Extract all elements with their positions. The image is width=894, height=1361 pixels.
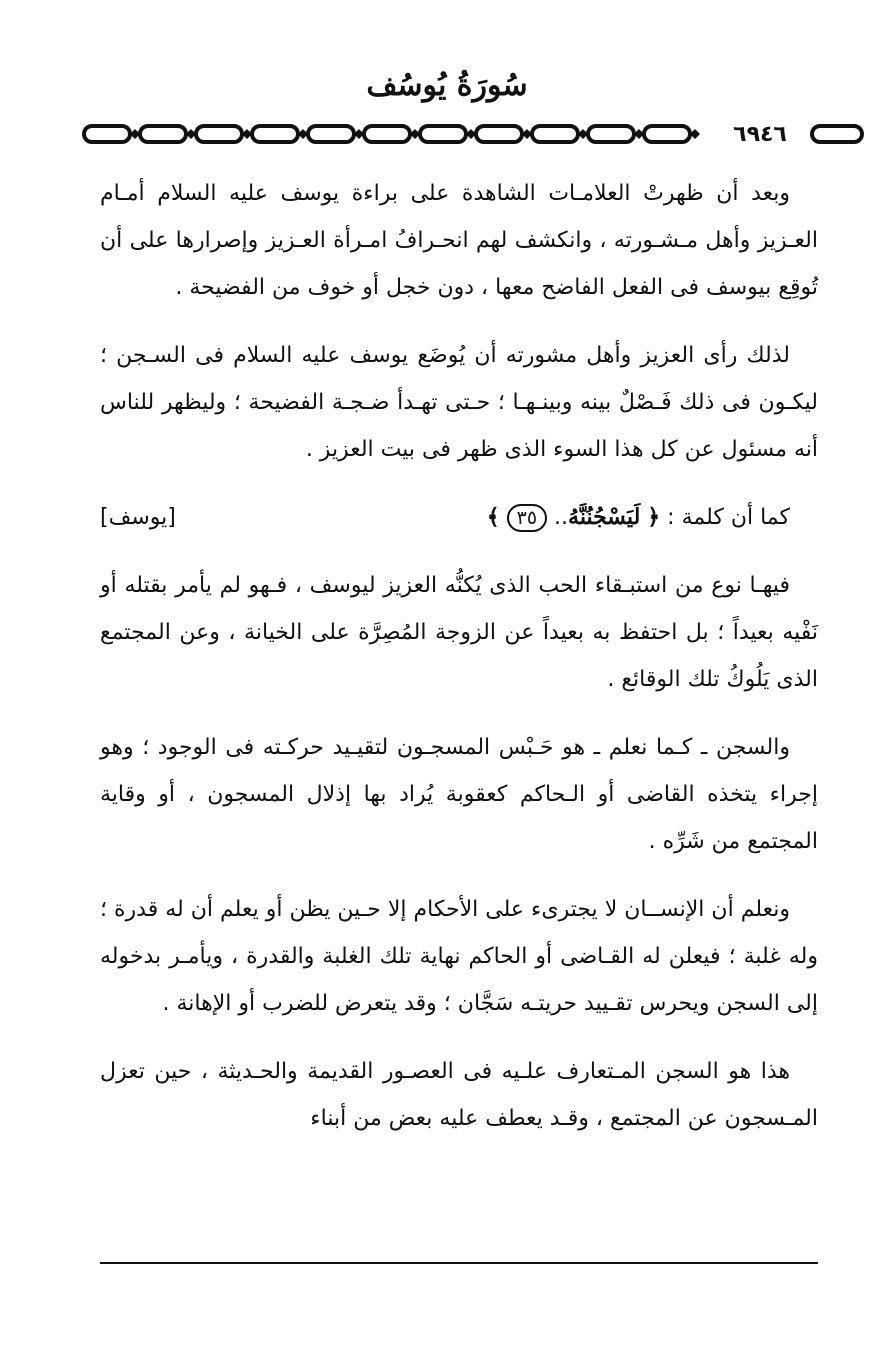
chain-link-icon [364, 126, 410, 142]
paragraph-4: والسجن ـ كـما نعلم ـ هو حَـبْس المسجـون لتقيـيد حركـته فى الوجود ؛ وهو إجراء يتخذه القاضى أو الـحاكم كعقوبة يُراد بها إذلال المسجون ، أو وقاية المجتمع من شَرِّه . [100, 735, 818, 854]
quote-dots: .. [554, 505, 569, 530]
chain-link-icon [644, 126, 690, 142]
chain-link-icon [140, 126, 186, 142]
footer-divider [100, 1262, 818, 1264]
ayah-number-badge: ٣٥ [507, 504, 547, 532]
quote-intro: كما أن كلمة : [667, 505, 790, 530]
paragraph-6: هذا هو السجن المـتعارف علـيه فى العصـور القديمة والحـديثة ، حين تعزل المـسجون عن المجتمع ، وقـد يعطف عليه بعض من أبناء [100, 1059, 818, 1131]
quran-word: لَيَسْجُنُنَّهُ [568, 504, 641, 530]
chain-link-icon [420, 126, 466, 142]
page-number: ٦٩٤٦ [714, 120, 806, 150]
chain-link-icon [252, 126, 298, 142]
chain-diamond-icon [690, 129, 700, 139]
bracket-close-icon: ﴾ [486, 505, 500, 530]
quran-quote [487, 494, 818, 541]
chain-link-icon [532, 126, 578, 142]
chain-link-icon [196, 126, 242, 142]
paragraph-5: ونعلم أن الإنســان لا يجترىء على الأحكام إلا حـين يظن أو يعلم أن له قدرة ؛ وله غلبة ؛ فيعلن له القـاضى أو الحاكم نهاية تلك الغلبة والقدرة ، ويأمـر بدخوله إلى السجن ويحرس تقـييد حريتـه سَجَّان ؛ وقد يتعرض للضرب أو الإهانة . [100, 897, 818, 1016]
quran-quote-line [100, 494, 818, 541]
chain-link-icon [308, 126, 354, 142]
surah-title: سُورَةُ يُوسُف [366, 68, 528, 103]
chain-link-icon [476, 126, 522, 142]
tafsir-text [100, 170, 818, 1142]
chain-link-icon [84, 126, 130, 142]
paragraph-2: لذلك رأى العزيز وأهل مشورته أن يُوضَع يوسف عليه السلام فى السـجن ؛ ليكـون فى ذلك فَـصْلٌ بينه وبينـهـا ؛ حـتى تهـدأ ضـجـة الفضيحة ؛ وليظهر للناس أنه مسئول عن كل هذا السوء الذى ظهر فى بيت العزيز . [100, 343, 818, 462]
chain-link-icon [588, 126, 634, 142]
paragraph-3: فيهـا نوع من استبـقاء الحب الذى يُكنُّه العزيز ليوسف ، فـهو لم يأمر بقتله أو نَفْيه بعيداً ؛ بل احتفظ به بعيداً عن الزوجة المُصِرَّة على الخيانة ، وعن المجتمع الذى يَلُوكُ تلك الوقائع . [100, 573, 818, 692]
paragraph-1: وبعد أن ظهرتْ العلامـات الشاهدة على براءة يوسف عليه السلام أمـام العـزيز وأهل مـشـورته ، وانكشف لهم انحـرافُ امـرأة العـزيز وإصرارها على أن تُوقِع بيوسف فى الفعل الفاضح معها ، دون خجل أو خوف من الفضيحة . [100, 181, 818, 300]
bracket-open-icon: ﴿ [647, 505, 661, 530]
surah-source-ref: [يوسف] [100, 505, 176, 530]
chain-link-icon [812, 126, 862, 142]
